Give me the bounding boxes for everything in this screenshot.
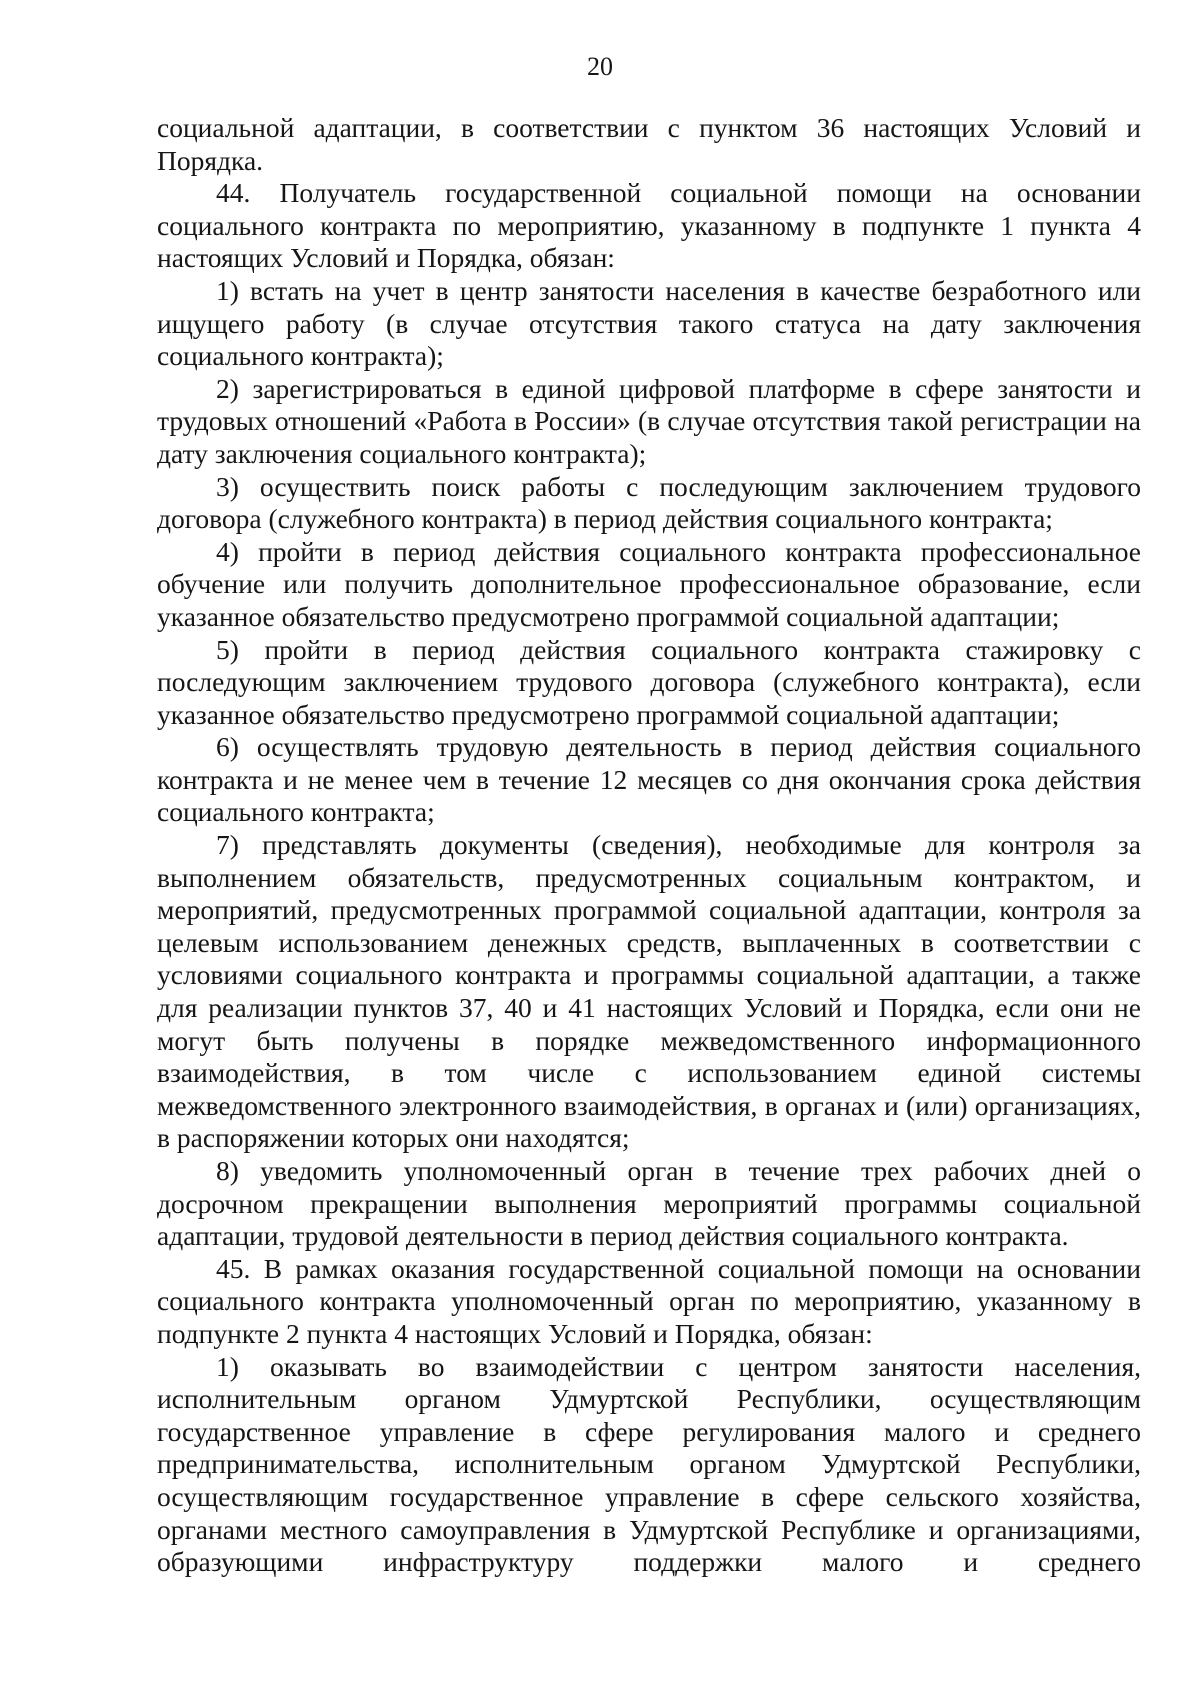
clause-44-item-3: 3) осуществить поиск работы с последующим заключением трудового договора (служебного контракта) в период действия социального контракта; [157, 470, 1141, 535]
clause-44-item-7: 7) представлять документы (сведения), необходимые для контроля за выполнением обязательств, предусмотренных социальным контрактом, и мероприятий, предусмотренных программой социальной адаптации, контроля за целевым использованием денежных средств, выплаченных в соответствии с условиями социального контракта и программы социальной адаптации, а также для реализации пунктов 37, 40 и 41 настоящих Условий и Порядка, если они не могут быть получены в порядке межведомственного информационного взаимодействия, в том числе с использованием единой системы межведомственного электронного взаимодействия, в органах и (или) организациях, в распоряжении которых они находятся; [157, 829, 1141, 1154]
clause-44-item-1: 1) встать на учет в центр занятости населения в качестве безработного или ищущего работу (в случае отсутствия такого статуса на дату заключения социального контракта); [157, 274, 1141, 372]
clause-44-item-2: 2) зарегистрироваться в единой цифровой платформе в сфере занятости и трудовых отношений «Работа в России» (в случае отсутствия такой регистрации на дату заключения социального контракта); [157, 372, 1141, 469]
page-number: 20 [587, 52, 613, 81]
paragraph-continuation: социальной адаптации, в соответствии с пунктом 36 настоящих Условий и Порядка. [157, 112, 1141, 176]
clause-44-item-4: 4) пройти в период действия социального контракта профессиональное обучение или получить дополнительное профессиональное образование, если указанное обязательство предусмотрено программой социальной адаптации; [157, 535, 1141, 632]
clause-44-item-5: 5) пройти в период действия социального контракта стажировку с последующим заключением трудового договора (служебного контракта), если указанное обязательство предусмотрено программой социальной адаптации; [157, 633, 1141, 730]
document-body [157, 112, 1141, 1579]
clause-44-item-6: 6) осуществлять трудовую деятельность в период действия социального контракта и не менее чем в течение 12 месяцев со дня окончания срока действия социального контракта; [157, 731, 1141, 828]
clause-44: 44. Получатель государственной социальной помощи на основании социального контракта по мероприятию, указанному в подпункте 1 пункта 4 настоящих Условий и Порядка, обязан: [157, 177, 1141, 274]
clause-44-item-8: 8) уведомить уполномоченный орган в течение трех рабочих дней о досрочном прекращении выполнения мероприятий программы социальной адаптации, трудовой деятельности в период действия социального контракта. [157, 1155, 1141, 1252]
clause-45-item-1: 1) оказывать во взаимодействии с центром занятости населения, исполнительным органом Удмуртской Республики, осуществляющим государственное управление в сфере регулирования малого и среднего предпринимательства, исполнительным органом Удмуртской Республики, осуществляющим государственное управление в сфере сельского хозяйства, органами местного самоуправления в Удмуртской Республике и организациями, образующими инфраструктуру поддержки малого и среднего [157, 1350, 1141, 1578]
clause-45: 45. В рамках оказания государственной социальной помощи на основании социального контракта уполномоченный орган по мероприятию, указанному в подпункте 2 пункта 4 настоящих Условий и Порядка, обязан: [157, 1252, 1141, 1349]
